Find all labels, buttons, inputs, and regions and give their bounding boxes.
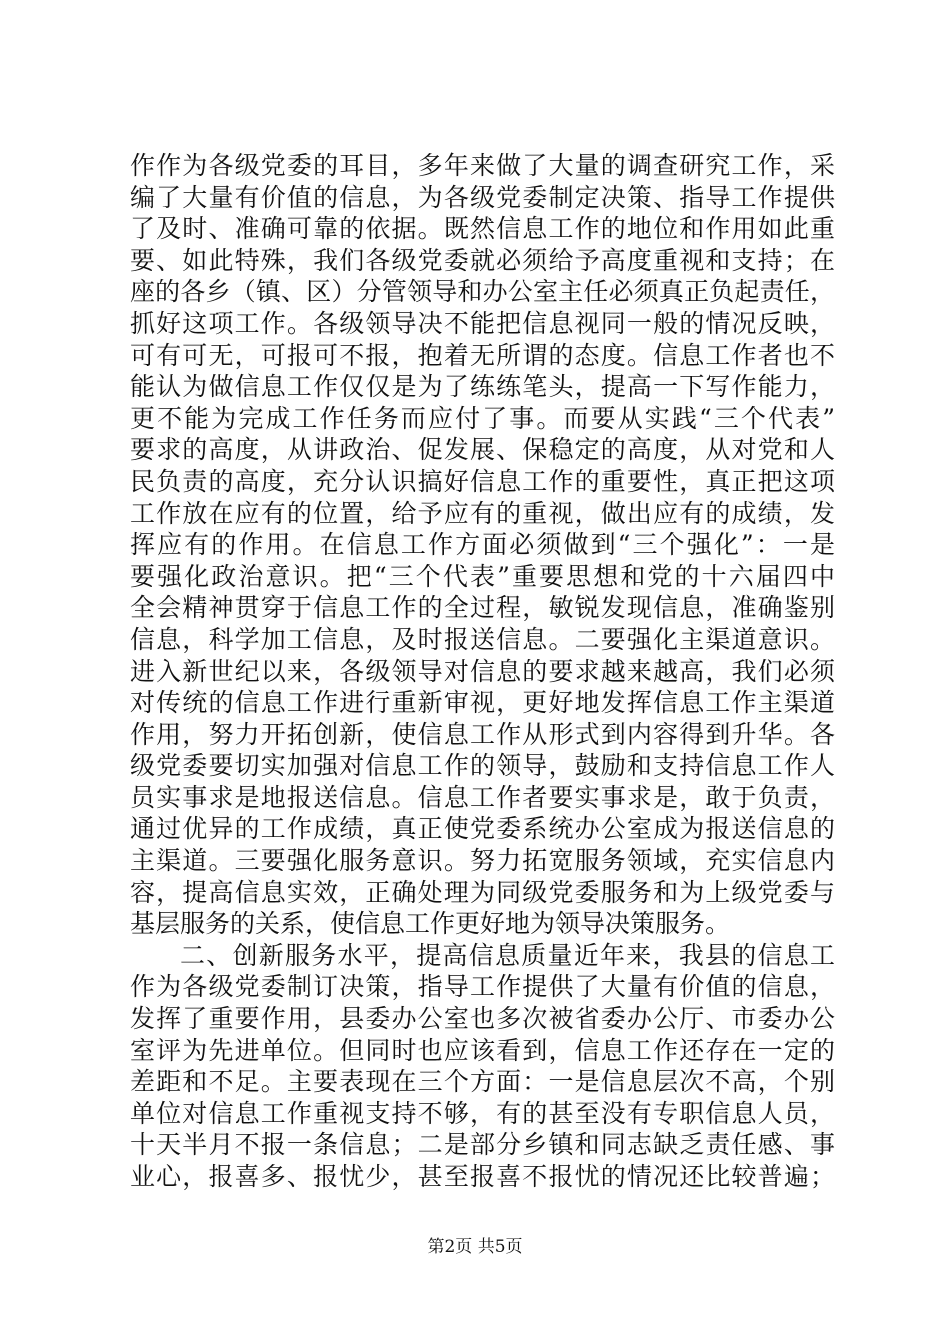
text-line: 发挥了重要作用，县委办公室也多次被省委办公厅、市委办公 [130,1004,835,1034]
text-line: 室评为先进单位。但同时也应该看到，信息工作还存在一定的 [130,1035,835,1065]
text-line: 差距和不足。主要表现在三个方面：一是信息层次不高，个别 [130,1067,835,1097]
text-line: 作用，努力开拓创新，使信息工作从形式到内容得到升华。各 [130,719,835,749]
section-heading-line: 二、创新服务水平，提高信息质量近年来，我县的信息工 [180,940,835,970]
text-line: 要求的高度，从讲政治、促发展、保稳定的高度，从对党和人 [130,435,835,465]
text-line: 级党委要切实加强对信息工作的领导，鼓励和支持信息工作人 [130,751,835,781]
text-line: 容，提高信息实效，正确处理为同级党委服务和为上级党委与 [130,877,835,907]
text-line: 通过优异的工作成绩，真正使党委系统办公室成为报送信息的 [130,814,835,844]
text-line: 要强化政治意识。把“三个代表”重要思想和党的十六届四中 [130,561,835,591]
text-line: 十天半月不报一条信息；二是部分乡镇和同志缺乏责任感、事 [130,1130,835,1160]
page-number: 第2页 共5页 [427,1237,523,1257]
text-line: 可有可无，可报可不报，抱着无所谓的态度。信息工作者也不 [130,340,835,370]
text-line: 作为各级党委制订决策，指导工作提供了大量有价值的信息， [130,972,835,1002]
text-line: 能认为做信息工作仅仅是为了练练笔头，提高一下写作能力， [130,372,835,402]
text-line: 更不能为完成工作任务而应付了事。而要从实践“三个代表” [130,403,835,433]
text-line: 工作放在应有的位置，给予应有的重视，做出应有的成绩，发 [130,498,835,528]
text-line: 业心，报喜多、报忧少，甚至报喜不报忧的情况还比较普遍； [130,1162,835,1191]
text-line: 座的各乡（镇、区）分管领导和办公室主任必须真正负起责任， [130,277,835,307]
text-line: 民负责的高度，充分认识搞好信息工作的重要性，真正把这项 [130,466,835,496]
text-line: 进入新世纪以来，各级领导对信息的要求越来越高，我们必须 [130,656,835,686]
text-line: 作作为各级党委的耳目，多年来做了大量的调查研究工作，采 [130,151,835,180]
text-line: 挥应有的作用。在信息工作方面必须做到“三个强化”：一是 [130,530,835,560]
text-line: 员实事求是地报送信息。信息工作者要实事求是，敢于负责， [130,782,835,812]
text-line: 要、如此特殊，我们各级党委就必须给予高度重视和支持；在 [130,245,835,275]
text-line: 全会精神贯穿于信息工作的全过程，敏锐发现信息，准确鉴别 [130,593,835,623]
text-line: 编了大量有价值的信息，为各级党委制定决策、指导工作提供 [130,182,835,212]
text-line: 信息，科学加工信息，及时报送信息。二要强化主渠道意识。 [130,624,835,654]
text-line: 了及时、准确可靠的依据。既然信息工作的地位和作用如此重 [130,214,835,244]
text-line: 单位对信息工作重视支持不够，有的甚至没有专职信息人员， [130,1098,835,1128]
text-line: 抓好这项工作。各级领导决不能把信息视同一般的情况反映， [130,308,835,338]
body-text [130,150,835,1193]
text-line: 基层服务的关系，使信息工作更好地为领导决策服务。 [130,909,731,939]
text-line: 主渠道。三要强化服务意识。努力拓宽服务领域，充实信息内 [130,846,835,876]
text-line: 对传统的信息工作进行重新审视，更好地发挥信息工作主渠道 [130,688,835,718]
